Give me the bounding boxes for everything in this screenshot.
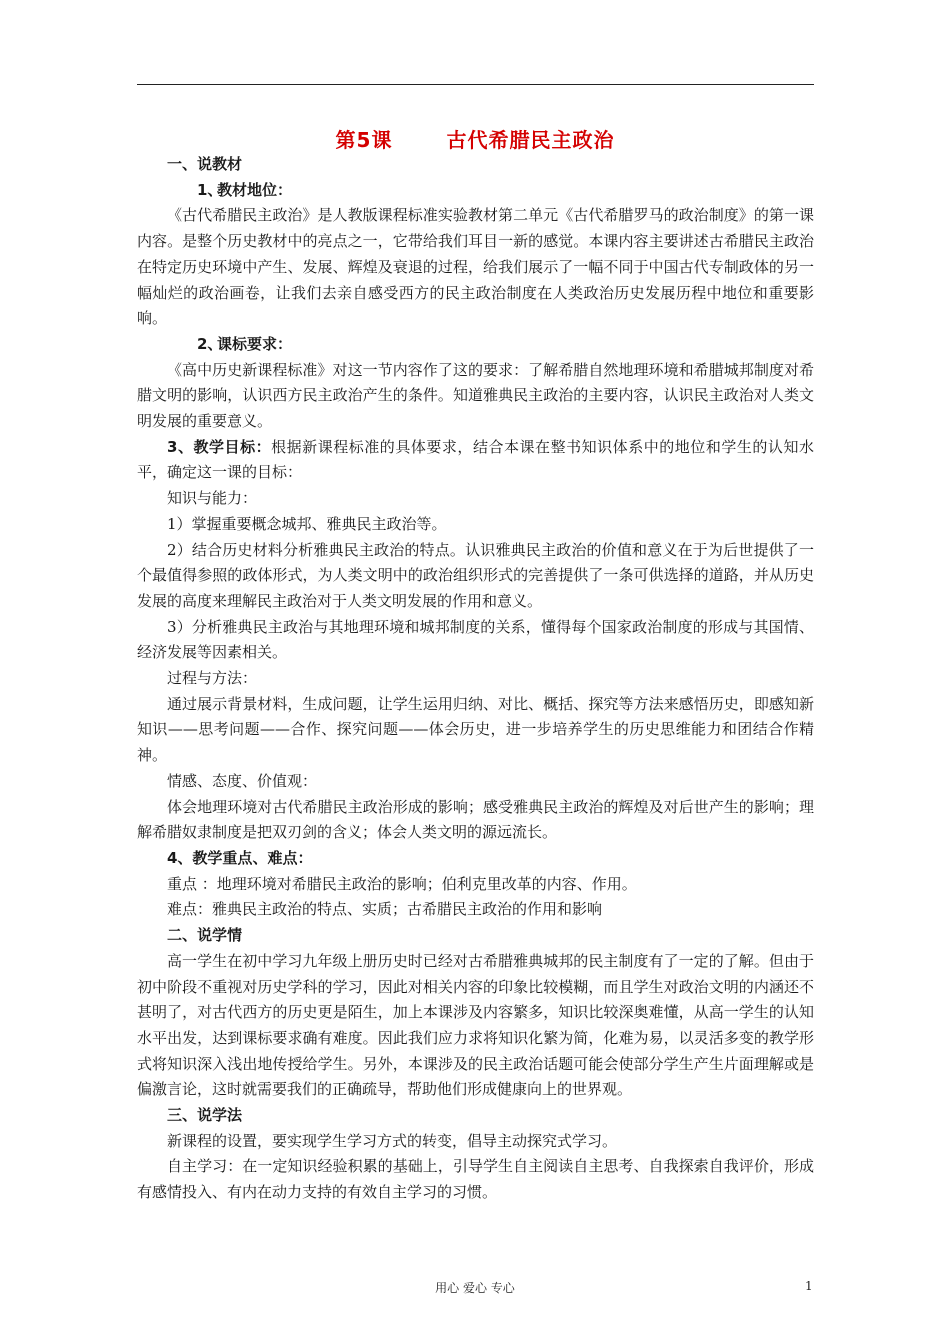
list-item: 1）掌握重要概念城邦、雅典民主政治等。 — [167, 514, 447, 533]
title-lesson: 第5课 — [335, 128, 393, 152]
paragraph-text: 根据新课程标准的具体要求，结合本课在整书知识体系中的地位和学生的认知水平，确定这一课的目标： — [137, 437, 814, 482]
subheading-title: 课标要求： — [217, 334, 293, 353]
paragraph: 《古代希腊民主政治》是人教版课程标准实验教材第二单元《古代希腊罗马的政治制度》的第一课内容。是整个历史教材中的亮点之一，它带给我们耳目一新的感觉。本课内容主要讲述古希腊民主政治在特定历史环境中产生、发展、辉煌及衰退的过程，给我们展示了一幅不同于中国古代专制政体的另一幅灿烂的政治画卷，让我们去亲自感受西方的民主政治制度在人类政治历史发展历程中地位和重要影响。 — [137, 206, 814, 328]
subheading-1-1 — [137, 178, 814, 204]
paragraph: 《高中历史新课程标准》对这一节内容作了这的要求：了解希腊自然地理环境和希腊城邦制度对希腊文明的影响，认识西方民主政治产生的条件。知道雅典民主政治的主要内容，认识民主政治对人类文明发展的重要意义。 — [137, 360, 814, 431]
header-rule — [137, 84, 814, 85]
list-item: 2）结合历史材料分析雅典民主政治的特点。认识雅典民主政治的价值和意义在于为后世提供了一个最值得参照的政体形式，为人类文明中的政治组织形式的完善提供了一条可供选择的道路，并从历史发展的高度来理解民主政治对于人类文明发展的作用和意义。 — [137, 540, 814, 610]
inline-heading: 3、教学目标： — [167, 437, 272, 456]
document-body — [137, 152, 814, 1206]
paragraph: 高一学生在初中学习九年级上册历史时已经对古希腊雅典城邦的民主制度有了一定的了解。但由于初中阶段不重视对历史学科的学习，因此对相关内容的印象比较模糊，而且学生对政治文明的内涵还不甚明了，对古代西方的历史更是陌生，加上本课涉及内容繁多，知识比较深奥难懂，从高一学生的认知水平出发，达到课标要求确有难度。因此我们应力求将知识化繁为简，化难为易，以灵活多变的教学形式将知识深入浅出地传授给学生。另外，本课涉及的民主政治话题可能会使部分学生产生片面理解或是偏激言论，这时就需要我们的正确疏导，帮助他们形成健康向上的世界观。 — [137, 951, 814, 1099]
list-item: 3）分析雅典民主政治与其地理环境和城邦制度的关系，懂得每个国家政治制度的形成与其国情、经济发展等因素相关。 — [137, 617, 814, 662]
paragraph: 通过展示背景材料，生成问题，让学生运用归纳、对比、概括、探究等方法来感悟历史，即感知新知识——思考问题——合作、探究问题——体会历史，进一步培养学生的历史思维能力和团结合作精神。 — [137, 694, 814, 765]
subsection-label: 知识与能力： — [167, 489, 258, 508]
key-points: 重点 ：地理环境对希腊民主政治的影响；伯利克里改革的内容、作用。 — [167, 874, 637, 893]
section-heading-3: 三、说学法 — [167, 1106, 243, 1125]
page-number: 1 — [805, 1279, 813, 1293]
subheading-number: 2、 — [197, 334, 223, 353]
section-heading-1: 一、说教材 — [167, 155, 243, 173]
section-heading-2: 二、说学情 — [167, 926, 243, 945]
subsection-label: 情感、态度、价值观： — [167, 771, 318, 790]
difficult-points: 难点：雅典民主政治的特点、实质；古希腊民主政治的作用和影响 — [167, 900, 603, 919]
paragraph: 自主学习：在一定知识经验积累的基础上，引导学生自主阅读自主思考、自我探索自我评价，形成有感情投入、有内在动力支持的有效自主学习的习惯。 — [137, 1157, 814, 1202]
paragraph: 新课程的设置，要实现学生学习方式的转变，倡导主动探究式学习。 — [167, 1131, 618, 1150]
page-title — [0, 124, 950, 153]
subheading-1-2 — [137, 332, 814, 358]
title-text: 古代希腊民主政治 — [446, 128, 615, 152]
paragraph: 体会地理环境对古代希腊民主政治形成的影响；感受雅典民主政治的辉煌及对后世产生的影响；理解希腊奴隶制度是把双刃剑的含义；体会人类文明的源远流长。 — [137, 797, 814, 842]
paragraph-teaching-goals — [137, 435, 814, 486]
subheading-title: 教材地位： — [217, 180, 293, 199]
subheading-1-4: 4、教学重点、难点： — [167, 848, 313, 867]
footer-text: 用心 爱心 专心 — [435, 1281, 515, 1295]
subheading-number: 1、 — [197, 180, 223, 199]
subsection-label: 过程与方法： — [167, 669, 258, 688]
